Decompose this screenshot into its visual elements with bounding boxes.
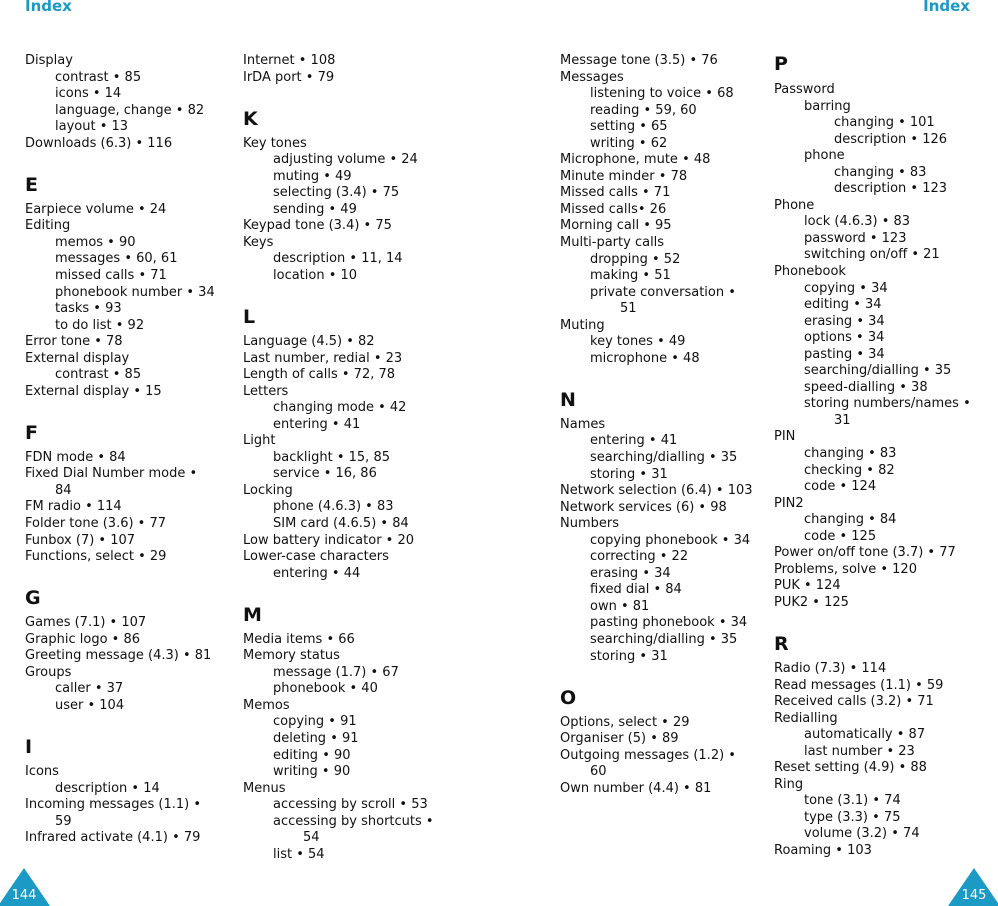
index-entry: Infrared activate (4.1) • 79 — [25, 830, 201, 846]
index-entry: Greeting message (4.3) • 81 — [25, 648, 212, 664]
index-subentry: changing • 84 — [804, 512, 897, 528]
index-subentry: memos • 90 — [55, 234, 136, 250]
index-subentry: icons • 14 — [55, 86, 122, 102]
index-entry: Funbox (7) • 107 — [25, 532, 136, 548]
section-letter: E — [25, 173, 38, 196]
index-entry: Microphone, mute • 48 — [560, 152, 711, 168]
index-subentry: checking • 82 — [804, 462, 895, 478]
index-entry: Locking — [243, 482, 293, 498]
section-letter: G — [25, 587, 41, 610]
index-subentry: switching on/off • 21 — [804, 247, 940, 263]
index-subentry: making • 51 — [590, 268, 671, 284]
page-number-text: 144 — [11, 888, 37, 903]
index-subentry: to do list • 92 — [55, 317, 145, 333]
index-entry: Earpiece volume • 24 — [25, 201, 167, 217]
index-entry: Keypad tone (3.4) • 75 — [243, 218, 392, 234]
index-entry: Message tone (3.5) • 76 — [560, 53, 718, 68]
index-subentry: correcting • 22 — [590, 549, 689, 565]
index-subentry: code • 124 — [804, 479, 877, 495]
index-entry: Own number (4.4) • 81 — [560, 780, 712, 796]
index-entry: PUK • 124 — [774, 578, 841, 594]
index-subentry: type (3.3) • 75 — [804, 809, 901, 825]
index-entry: Redialling — [774, 710, 838, 726]
index-entry: Received calls (3.2) • 71 — [774, 694, 934, 710]
index-subentry: 54 — [303, 830, 320, 846]
index-entry: Display — [25, 53, 73, 68]
index-subentry: selecting (3.4) • 75 — [273, 185, 400, 201]
index-subentry: entering • 41 — [590, 433, 678, 449]
index-entry: Media items • 66 — [243, 631, 355, 647]
index-entry: Icons — [25, 763, 59, 779]
index-subentry: erasing • 34 — [804, 313, 885, 329]
index-entry: Missed calls• 26 — [560, 201, 667, 217]
index-subentry: 60 — [590, 764, 607, 780]
index-entry: Letters — [243, 383, 289, 399]
index-subentry: options • 34 — [804, 330, 885, 346]
index-entry: Language (4.5) • 82 — [243, 334, 375, 350]
index-subentry: editing • 34 — [804, 297, 882, 313]
index-entry: Lower-case characters — [243, 549, 389, 565]
index-subentry: list • 54 — [273, 846, 325, 862]
index-entry: Groups — [25, 664, 72, 680]
page-number-text: 145 — [961, 888, 987, 903]
index-subentry: service • 16, 86 — [273, 466, 377, 482]
index-entry: IrDA port • 79 — [243, 69, 335, 85]
section-letter: P — [774, 53, 788, 75]
index-subentry: speed-dialling • 38 — [804, 379, 928, 395]
index-subentry: pasting • 34 — [804, 346, 885, 362]
index-entry: Messages — [560, 69, 624, 85]
index-entry: Network selection (6.4) • 103 — [560, 483, 753, 499]
index-subentry: deleting • 91 — [273, 731, 359, 746]
index-subentry: changing • 83 — [834, 164, 927, 180]
index-entry: Morning call • 95 — [560, 218, 672, 234]
index-subentry: editing • 90 — [273, 747, 351, 763]
index-subentry: contrast • 85 — [55, 69, 142, 85]
index-entry: Light — [243, 433, 276, 449]
index-subentry: microphone • 48 — [590, 350, 700, 366]
index-entry: Length of calls • 72, 78 — [243, 367, 396, 383]
index-entry: Memos — [243, 697, 290, 713]
index-entry: Roaming • 103 — [774, 843, 872, 859]
index-subentry: tone (3.1) • 74 — [804, 793, 901, 809]
index-subentry: searching/dialling • 35 — [590, 632, 738, 647]
index-entry: Multi-party calls — [560, 235, 665, 251]
index-entry: Last number, redial • 23 — [243, 350, 403, 366]
index-entry: Internet • 108 — [243, 53, 336, 68]
index-subentry: 31 — [834, 412, 851, 428]
index-entry: Radio (7.3) • 114 — [774, 661, 887, 676]
index-subentry: phonebook • 40 — [273, 681, 378, 697]
header-left: Index — [25, 0, 72, 15]
index-entry: Numbers — [560, 516, 619, 532]
section-letter: N — [560, 388, 576, 411]
index-entry: Organiser (5) • 89 — [560, 731, 679, 747]
index-subentry: own • 81 — [590, 598, 650, 614]
index-entry: Editing — [25, 218, 71, 234]
index-subentry: setting • 65 — [590, 119, 668, 135]
index-subentry: description • 126 — [834, 131, 948, 147]
index-entry: PUK2 • 125 — [774, 594, 849, 610]
index-entry: Error tone • 78 — [25, 334, 123, 350]
index-subentry: fixed dial • 84 — [590, 582, 682, 598]
index-subentry: message (1.7) • 67 — [273, 664, 399, 680]
index-subentry: writing • 62 — [590, 135, 668, 151]
header-right: Index — [923, 0, 970, 15]
index-column-2 — [243, 53, 434, 863]
index-subentry: storing numbers/names • — [804, 396, 971, 412]
index-subentry: 51 — [620, 301, 637, 317]
index-entry: Fixed Dial Number mode • — [25, 466, 198, 482]
index-entry: Phone — [774, 197, 815, 213]
index-subentry: tasks • 93 — [55, 301, 122, 317]
index-subentry: writing • 90 — [273, 764, 351, 780]
index-entry: External display — [25, 350, 130, 366]
index-subentry: barring — [804, 98, 851, 114]
index-entry: PIN — [774, 429, 796, 445]
index-subentry: layout • 13 — [55, 119, 129, 135]
index-entry: Keys — [243, 234, 274, 250]
index-entry: FDN mode • 84 — [25, 449, 126, 465]
index-entry: Ring — [774, 776, 804, 792]
index-column-4 — [774, 53, 971, 860]
index-subentry: description • 123 — [834, 181, 948, 197]
index-subentry: muting • 49 — [273, 168, 352, 184]
index-subentry: description • 11, 14 — [273, 251, 403, 267]
index-subentry: missed calls • 71 — [55, 267, 167, 283]
section-letter: F — [25, 421, 38, 444]
index-entry: Read messages (1.1) • 59 — [774, 677, 944, 693]
index-entry: Network services (6) • 98 — [560, 499, 727, 515]
index-entry: Power on/off tone (3.7) • 77 — [774, 545, 956, 561]
section-letter: L — [243, 306, 256, 329]
index-subentry: phonebook number • 34 — [55, 284, 215, 300]
index-entry: Missed calls • 71 — [560, 185, 671, 201]
index-entry: Memory status — [243, 648, 340, 664]
index-subentry: listening to voice • 68 — [590, 86, 734, 102]
index-subentry: messages • 60, 61 — [55, 251, 178, 267]
index-entry: FM radio • 114 — [25, 499, 122, 515]
index-subentry: erasing • 34 — [590, 565, 671, 581]
index-subentry: accessing by scroll • 53 — [273, 797, 428, 813]
index-subentry: changing • 101 — [834, 115, 935, 131]
index-entry: Folder tone (3.6) • 77 — [25, 516, 167, 532]
index-subentry: location • 10 — [273, 267, 358, 283]
index-subentry: searching/dialling • 35 — [804, 363, 952, 379]
index-subentry: copying • 34 — [804, 280, 888, 296]
index-subentry: lock (4.6.3) • 83 — [804, 214, 911, 230]
index-entry: Downloads (6.3) • 116 — [25, 135, 173, 151]
index-entry: Functions, select • 29 — [25, 549, 167, 565]
index-subentry: 84 — [55, 482, 72, 498]
index-entry: External display • 15 — [25, 383, 162, 399]
index-subentry: entering • 41 — [273, 416, 361, 432]
index-subentry: searching/dialling • 35 — [590, 449, 738, 465]
section-letter: R — [774, 633, 789, 655]
index-subentry: storing • 31 — [590, 466, 668, 482]
index-subentry: phone — [804, 148, 845, 164]
index-subentry: 59 — [55, 813, 72, 829]
index-column-3 — [560, 53, 753, 797]
index-subentry: last number • 23 — [804, 743, 915, 759]
index-subentry: adjusting volume • 24 — [273, 152, 418, 168]
index-entry: PIN2 — [774, 495, 804, 511]
index-subentry: SIM card (4.6.5) • 84 — [273, 516, 409, 532]
index-entry: Minute minder • 78 — [560, 168, 688, 184]
index-entry: Problems, solve • 120 — [774, 561, 917, 577]
index-subentry: caller • 37 — [55, 681, 124, 697]
index-subentry: code • 125 — [804, 528, 877, 544]
index-subentry: backlight • 15, 85 — [273, 449, 390, 465]
index-subentry: accessing by shortcuts • — [273, 813, 434, 829]
index-subentry: changing • 83 — [804, 446, 897, 462]
index-subentry: entering • 44 — [273, 565, 361, 581]
index-subentry: user • 104 — [55, 697, 125, 713]
index-entry: Graphic logo • 86 — [25, 631, 141, 647]
index-subentry: language, change • 82 — [55, 102, 205, 118]
index-entry: Menus — [243, 780, 286, 796]
index-entry: Muting — [560, 317, 605, 333]
index-entry: Password — [774, 82, 835, 97]
page-number-left — [0, 868, 50, 906]
index-entry: Options, select • 29 — [560, 714, 690, 730]
index-subentry: pasting phonebook • 34 — [590, 615, 748, 631]
index-entry: Games (7.1) • 107 — [25, 615, 147, 631]
index-entry: Low battery indicator • 20 — [243, 532, 415, 548]
index-entry: Names — [560, 416, 606, 432]
index-subentry: private conversation • — [590, 284, 736, 300]
section-letter: M — [243, 603, 262, 626]
index-subentry: description • 14 — [55, 780, 160, 796]
index-subentry: contrast • 85 — [55, 367, 142, 383]
index-entry: Outgoing messages (1.2) • — [560, 747, 736, 763]
index-subentry: password • 123 — [804, 230, 907, 246]
section-letter: I — [25, 735, 33, 758]
index-subentry: changing mode • 42 — [273, 400, 407, 416]
index-subentry: copying phonebook • 34 — [590, 532, 751, 548]
index-subentry: automatically • 87 — [804, 727, 926, 743]
index-subentry: storing • 31 — [590, 648, 668, 664]
index-subentry: reading • 59, 60 — [590, 102, 697, 118]
index-entry: Key tones — [243, 135, 307, 151]
index-subentry: sending • 49 — [273, 201, 357, 217]
index-subentry: key tones • 49 — [590, 334, 686, 350]
page-number-right — [948, 868, 998, 906]
index-entry: Phonebook — [774, 264, 846, 280]
section-letter: K — [243, 107, 258, 130]
index-subentry: dropping • 52 — [590, 251, 681, 267]
index-column-1 — [25, 53, 215, 847]
index-entry: Reset setting (4.9) • 88 — [774, 760, 927, 776]
index-subentry: copying • 91 — [273, 714, 357, 730]
index-entry: Incoming messages (1.1) • — [25, 797, 202, 813]
index-subentry: volume (3.2) • 74 — [804, 826, 920, 842]
section-letter: O — [560, 686, 577, 709]
index-subentry: phone (4.6.3) • 83 — [273, 499, 394, 515]
